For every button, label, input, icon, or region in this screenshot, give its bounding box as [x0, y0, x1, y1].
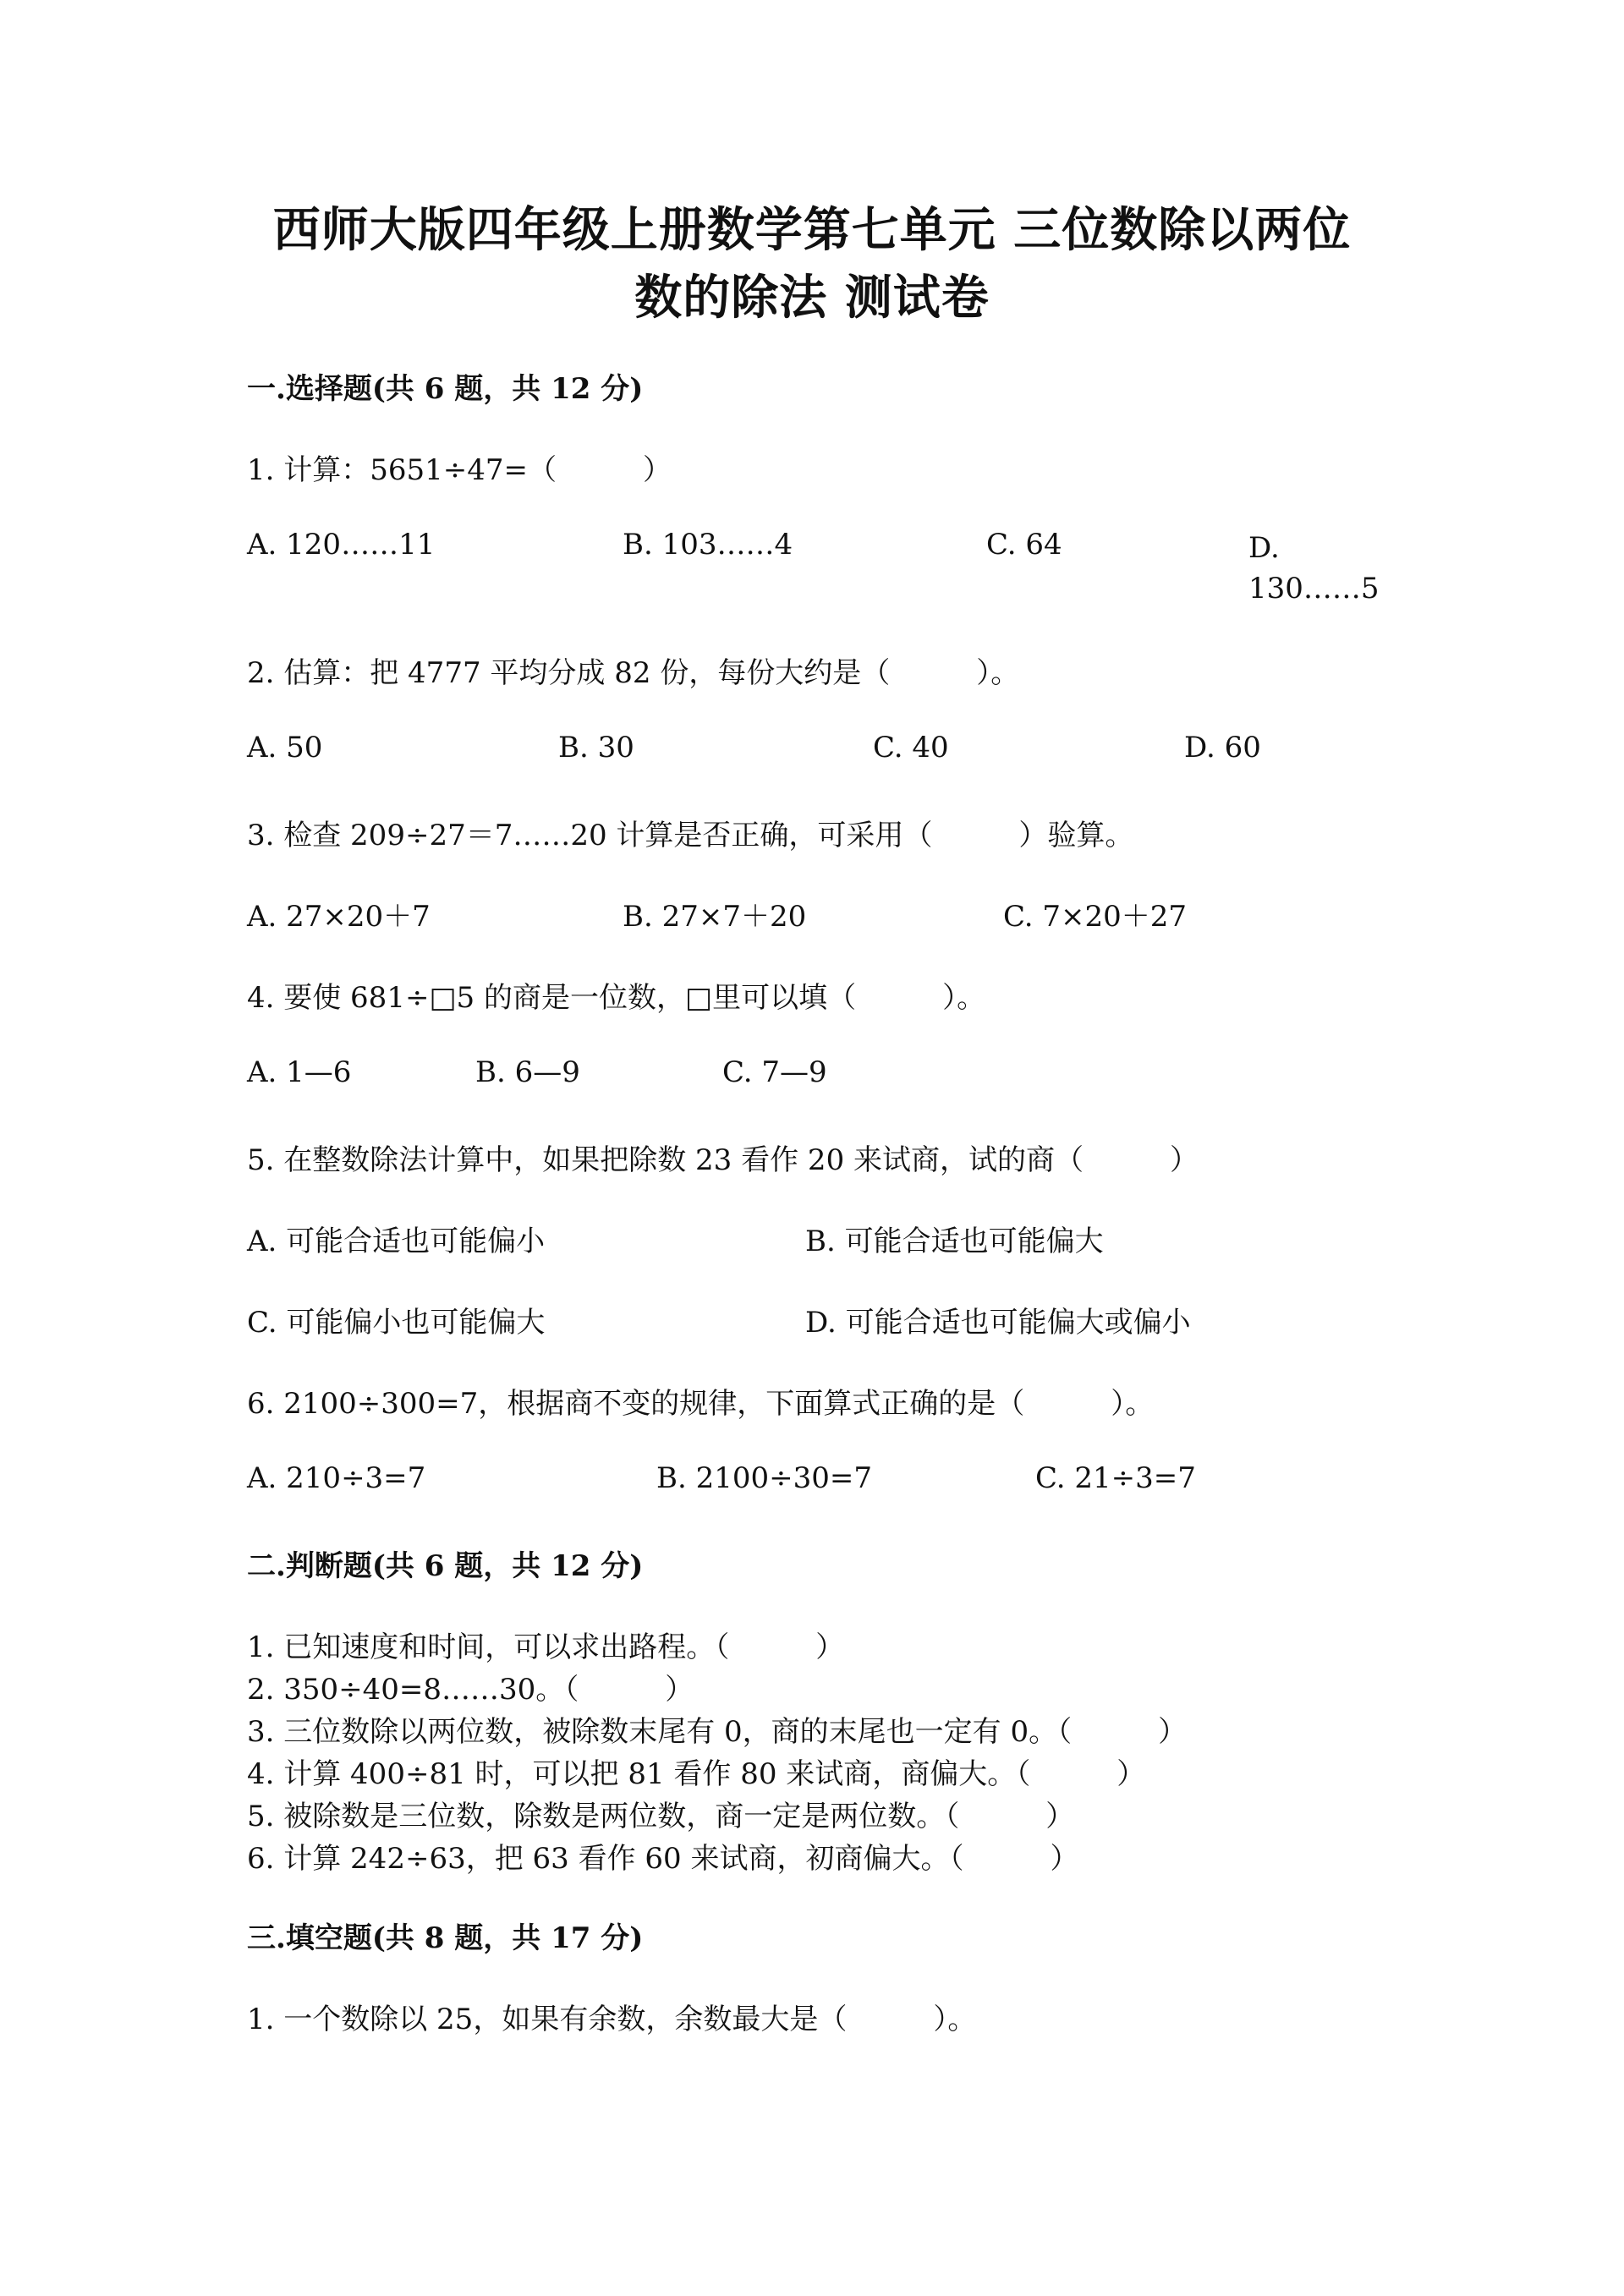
option-b: B. 可能合适也可能偏大 [805, 1225, 1104, 1258]
option-c: C. 可能偏小也可能偏大 [247, 1306, 546, 1340]
judgement-item: 5. 被除数是三位数，除数是两位数，商一定是两位数。（ ） [247, 1800, 1075, 1833]
option-c: C. 21÷3=7 [1035, 1461, 1196, 1495]
judgement-item: 4. 计算 400÷81 时，可以把 81 看作 80 来试商，商偏大。（ ） [247, 1757, 1146, 1791]
option-a: A. 27×20＋7 [247, 900, 431, 934]
option-d: D. 可能合适也可能偏大或偏小 [805, 1306, 1191, 1340]
option-b: B. 30 [558, 731, 634, 764]
page-title-line-1: 西师大版四年级上册数学第七单元 三位数除以两位 [272, 202, 1352, 258]
judgement-item: 2. 350÷40=8……30。（ ） [247, 1673, 694, 1707]
question-text: 1. 计算：5651÷47=（ ） [247, 453, 672, 487]
judgement-item: 1. 已知速度和时间，可以求出路程。（ ） [247, 1630, 845, 1664]
option-d: D. 60 [1184, 731, 1261, 764]
section-heading-choice: 一.选择题(共 6 题，共 12 分) [247, 372, 644, 406]
question-text: 4. 要使 681÷□5 的商是一位数，□里可以填（ ）。 [247, 981, 986, 1015]
option-b: B. 27×7＋20 [623, 900, 807, 934]
option-b: B. 6—9 [475, 1055, 580, 1089]
option-a: A. 1—6 [247, 1055, 352, 1089]
option-c: C. 64 [986, 528, 1062, 562]
question-text: 3. 检查 209÷27＝7……20 计算是否正确，可采用（ ）验算。 [247, 819, 1134, 852]
page-title-line-2: 数的除法 测试卷 [634, 270, 990, 326]
option-c: C. 40 [873, 731, 949, 764]
option-d: D. 130……5 [1248, 531, 1380, 606]
section-heading-fill-in: 三.填空题(共 8 题，共 17 分) [247, 1921, 644, 1955]
option-c: C. 7×20＋27 [1003, 900, 1188, 934]
option-b: B. 103……4 [623, 528, 793, 562]
option-a: A. 可能合适也可能偏小 [247, 1225, 546, 1258]
option-a: A. 210÷3=7 [247, 1461, 426, 1495]
question-text: 6. 2100÷300=7，根据商不变的规律，下面算式正确的是（ ）。 [247, 1387, 1155, 1421]
judgement-item: 3. 三位数除以两位数，被除数末尾有 0，商的末尾也一定有 0。（ ） [247, 1715, 1188, 1749]
option-b: B. 2100÷30=7 [656, 1461, 872, 1495]
question-text: 2. 估算：把 4777 平均分成 82 份，每份大约是（ ）。 [247, 656, 1020, 690]
fill-in-item: 1. 一个数除以 25，如果有余数，余数最大是（ ）。 [247, 2003, 977, 2036]
option-c: C. 7—9 [722, 1055, 827, 1089]
question-text: 5. 在整数除法计算中，如果把除数 23 看作 20 来试商，试的商（ ） [247, 1143, 1199, 1177]
section-heading-judgement: 二.判断题(共 6 题，共 12 分) [247, 1549, 644, 1583]
option-a: A. 120……11 [247, 528, 436, 562]
option-a: A. 50 [247, 731, 323, 764]
judgement-item: 6. 计算 242÷63，把 63 看作 60 来试商，初商偏大。（ ） [247, 1842, 1079, 1876]
